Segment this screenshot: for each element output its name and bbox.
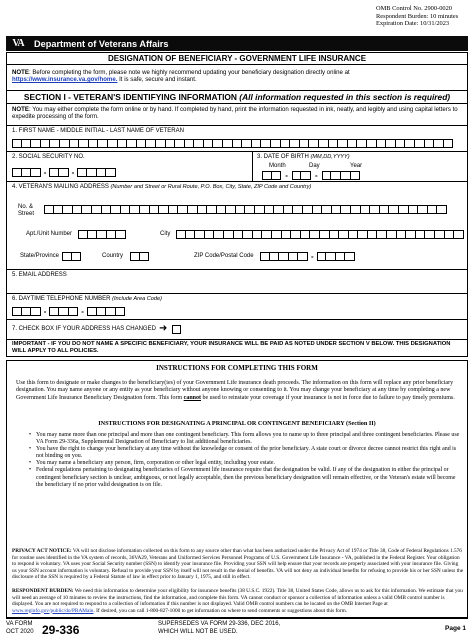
dob-month-label: Month: [269, 163, 286, 169]
street-label: No. & Street: [18, 204, 35, 217]
note-text: : Before completing the form, please note we highly recommend updating your beneficiary designation directly online at: [28, 69, 350, 76]
instructions-paragraph: Use this form to designate or make changes to the beneficiary(ies) of your Government Life insurance death proceeds. The information on this form will replace any prior beneficiary designation. You may name anyone or any entity as your beneficiary without anyone knowing or consenting to it. You may change your beneficiary at any time by completing a new Government Life Insurance Beneficiary Designation form. This form cannot be used to reinstate your coverage if your insurance is not in force due to failure to pay timely premiums.: [16, 380, 455, 401]
dob-year-label: Year: [350, 163, 363, 169]
zip-input[interactable]: -: [260, 252, 355, 261]
important-note: IMPORTANT - IF YOU DO NOT NAME A SPECIFIC BENEFICIARY, YOUR INSURANCE WILL BE PAID AS NOTED UNDER SECTION V BELOW. THIS DESIGNATION WILL APPLY TO ALL POLICIES.: [12, 341, 451, 354]
insurance-link[interactable]: https://www.insurance.va.gov/home.: [12, 76, 118, 84]
state-label: State/Province: [20, 253, 60, 259]
field-address-row: [6, 182, 468, 270]
state-input[interactable]: [62, 252, 81, 261]
field-email-row: [6, 270, 468, 294]
note-tail: It is safe, secure and instant.: [117, 76, 197, 84]
dob-day-label: Day: [309, 163, 320, 169]
zip-label: ZIP Code/Postal Code: [194, 253, 254, 259]
omb-burden: Respondent Burden: 10 minutes: [376, 12, 459, 20]
list-item: • You have the right to change your beneficiary at any time without the knowledge or consent of the prior beneficiary. A state court or divorce decree cannot restrict this right and is not binding on you.: [30, 446, 460, 460]
field-phone-row: [6, 294, 468, 320]
omb-info: [376, 5, 468, 28]
field-name-row: [6, 126, 468, 152]
ssn-input[interactable]: - -: [12, 168, 116, 177]
name-label: 1. FIRST NAME - MIDDLE INITIAL - LAST NAME OF VETERAN: [12, 128, 184, 134]
email-input[interactable]: [12, 281, 462, 291]
apt-label: Apt./Unit Number: [26, 231, 73, 237]
arrow-right-icon: ➜: [159, 323, 168, 334]
note2-text: : You may either complete the form online or by hand. If completed by hand, print the information requested in ink, neatly, and legibly and using capital letters to expedite processing of the form.: [12, 106, 458, 121]
street-input[interactable]: [44, 205, 447, 214]
omb-expiration: Expiration Date: 10/31/2023: [376, 20, 450, 28]
apt-input[interactable]: [78, 230, 126, 239]
list-item: • Federal regulations pertaining to designating beneficiaries of Government life insurance require that the designation be valid. If any of the designation in either the principal or contingent beneficiary section is unclear, ambiguous, or not legally acceptable, then the previous beneficiary designation will remain effective, or the Veteran's estate will become the beneficiary if no prior valid designation is on file.: [30, 467, 460, 488]
privacy-notice: PRIVACY ACT NOTICE: VA will not disclose information collected on this form to any source other than what has been authorized under the Privacy Act of 1974 or Title 38, Code of Federal Regulations 1.576 for routine uses identified in the VA system of records, 36VA29, Veterans and Uniformed Services Personnel Programs of U.S. Government Life Insurance - VA, published in the Federal Register. Your obligation to respond is voluntary. VA uses your Social Security number (SSN) to identify your insurance file. Providing your SSN will help ensure that your records are properly associated with your insurance file. Giving us your SSN account information is voluntary. Refusal to provide your SSN by itself will not result in the denial of benefits. VA will not deny an individual benefits for refusing to provide his or her SSN unless the disclosure of the SSN is required by a Federal Statute of law in effect prior to January 1, 1975, and still in effect.: [12, 548, 464, 580]
email-label: 5. EMAIL ADDRESS: [12, 272, 67, 278]
department-name: Department of Veterans Affairs: [34, 38, 169, 49]
section1-title: SECTION I - VETERAN'S IDENTIFYING INFORMATION: [23, 92, 237, 102]
reginfo-link[interactable]: www.reginfo.gov/public/do/PRAMain: [12, 607, 94, 614]
section1-subtitle: (All information requested in this section is required): [239, 92, 451, 102]
note-online: [6, 65, 468, 91]
dob-input[interactable]: - -: [262, 171, 360, 180]
instructions-title: INSTRUCTIONS FOR COMPLETING THIS FORM: [156, 364, 318, 372]
form-number: 29-336: [42, 623, 80, 637]
page-number: Page 1: [445, 625, 466, 632]
form-footer: [6, 618, 468, 642]
supersedes-note: SUPERSEDES VA FORM 29-336, DEC 2016, WHICH WILL NOT BE USED.: [158, 621, 281, 635]
country-input[interactable]: [130, 252, 149, 261]
dob-label: 3. DATE OF BIRTH (MM,DD,YYYY): [257, 154, 350, 160]
va-logo: VA: [12, 38, 24, 49]
changed-label: 7. CHECK BOX IF YOUR ADDRESS HAS CHANGED: [12, 326, 156, 332]
section1-header: [6, 91, 468, 104]
divider: [252, 152, 253, 182]
field-ssn-dob-row: [6, 152, 468, 182]
name-input[interactable]: [12, 139, 453, 148]
form-title: DESIGNATION OF BENEFICIARY - GOVERNMENT LIFE INSURANCE: [6, 52, 468, 65]
country-label: Country: [102, 253, 124, 259]
phone-label: 6. DAYTIME TELEPHONE NUMBER (Include Area Code): [12, 296, 162, 302]
address-label: 4. VETERAN'S MAILING ADDRESS (Number and Street or Rural Route, P.O. Box, City, State, ZIP Code and Country): [12, 184, 312, 190]
note-instructions: [6, 104, 468, 126]
city-input[interactable]: [176, 230, 464, 239]
instructions-list: [30, 432, 460, 489]
respondent-burden: RESPONDENT BURDEN: We need this information to determine your eligibility for insurance benefits (38 U.S.C. 1922). Title 38, United States Code, allows us to ask for this information. We estimate that you will need an average of 10 minutes to review the instructions, find the information, and complete this form. VA cannot conduct or sponsor a collection of information unless a valid OMB control number is displayed. You are not required to respond to a collection of information if this number is not displayed. Valid OMB control numbers can be located on the OMB Internet Page at www.reginfo.gov/public/do/PRAMain. If desired, you can call 1-800-827-1000 to get information on where to send comments or suggestions about this form.: [12, 588, 463, 614]
phone-input[interactable]: - -: [12, 307, 125, 316]
note2-label: NOTE: [12, 106, 29, 113]
list-item: • You may name a beneficiary any person, firm, corporation or other legal entity, including your estate.: [30, 460, 460, 467]
city-label: City: [160, 231, 171, 237]
omb-control: OMB Control No. 2900-0020: [376, 5, 452, 12]
field-changed-row: [6, 320, 468, 340]
address-changed-checkbox[interactable]: [172, 325, 181, 334]
principal-instructions-title: INSTRUCTIONS FOR DESIGNATING A PRINCIPAL OR CONTINGENT BENEFICIARY (Section II): [98, 420, 376, 427]
form-id: VA FORM OCT 2020: [6, 621, 34, 635]
list-item: • You may name more than one principal and more than one contingent beneficiary. This form allows you to name up to three principal and three contingent beneficiaries. Please use VA Form 29-336a, Supplemental Designation of Beneficiary to list additional beneficiaries.: [30, 432, 460, 446]
ssn-label: 2. SOCIAL SECURITY NO.: [12, 154, 85, 160]
note-label: NOTE: [12, 69, 29, 76]
department-header: [6, 36, 468, 51]
